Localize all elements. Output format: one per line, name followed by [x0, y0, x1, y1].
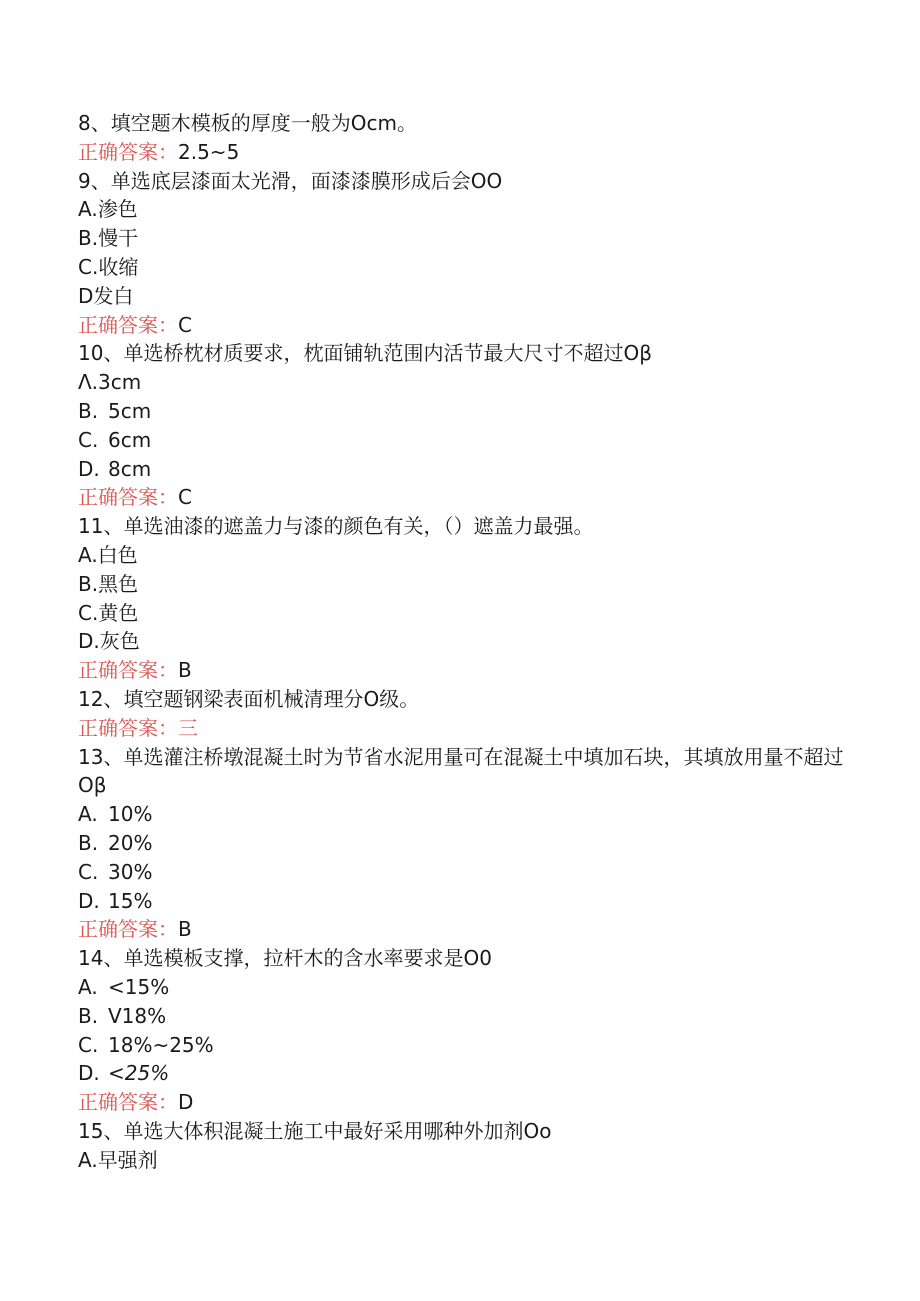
option-key: B. [78, 1003, 99, 1028]
answer-label: 正确答案： [78, 312, 178, 337]
option-line [78, 1146, 858, 1175]
option-key: D. [78, 629, 100, 654]
option-text: 收缩 [98, 254, 139, 279]
option-text: <15% [108, 974, 170, 999]
option-key: B. [78, 398, 99, 423]
option-line [78, 627, 858, 656]
question-text: 8、填空题木模板的厚度一般为Ocm。 [78, 111, 417, 135]
option-line [78, 570, 858, 599]
question-text: 14、单选模板支撑，拉杆木的含水率要求是O0 [78, 946, 492, 971]
answer-line [78, 714, 858, 743]
question-text: 9、单选底层漆面太光滑，面漆漆膜形成后会OO [78, 168, 503, 193]
answer-value: C [178, 485, 192, 510]
option-line [78, 858, 858, 887]
option-line [78, 195, 858, 224]
answer-label: 正确答案： [78, 485, 178, 510]
option-text: <25% [108, 1061, 170, 1086]
option-text: 灰色 [99, 629, 140, 654]
option-key: Λ. [78, 370, 99, 395]
answer-line [78, 138, 858, 167]
option-key: B. [78, 830, 99, 855]
option-text: 3cm [98, 370, 142, 395]
option-text: V18% [108, 1003, 167, 1028]
answer-line [78, 1088, 858, 1117]
answer-value: 三 [178, 715, 198, 740]
option-line [78, 829, 858, 858]
option-line [78, 368, 858, 397]
option-line [78, 455, 858, 484]
option-text: 渗色 [97, 197, 138, 222]
option-key: B. [78, 226, 99, 251]
option-text: 30% [108, 859, 153, 884]
question-text: 12、填空题钢梁表面机械清理分O级。 [78, 686, 420, 711]
exam-document [78, 109, 858, 1174]
option-line [78, 541, 858, 570]
option-key: D. [78, 888, 100, 913]
option-text: 黑色 [98, 571, 139, 596]
option-key: A. [78, 542, 98, 567]
answer-line [78, 311, 858, 340]
question-text: 13、单选灌注桥墩混凝土时为节省水泥用量可在混凝土中填加石块，其填放用量不超过Oβ [78, 744, 844, 798]
option-line [78, 599, 858, 628]
option-key: C. [78, 859, 99, 884]
option-text: 黄色 [98, 600, 139, 625]
question-text: 11、单选油漆的遮盖力与漆的颜色有关，（）遮盖力最强。 [78, 514, 594, 539]
option-line [78, 1031, 858, 1060]
option-key: A. [78, 802, 98, 827]
answer-value: D [178, 1090, 194, 1115]
answer-label: 正确答案： [78, 715, 178, 740]
option-text: 5cm [108, 398, 152, 423]
option-key: A. [78, 974, 98, 999]
option-key: C. [78, 254, 99, 279]
option-key: C. [78, 1032, 99, 1057]
option-text: 早强剂 [97, 1147, 158, 1172]
option-text: 15% [108, 888, 153, 913]
answer-value: B [178, 658, 192, 683]
option-line [78, 253, 858, 282]
question-text: 10、单选桥枕材质要求，枕面铺轨范围内活节最大尺寸不超过Oβ [78, 341, 652, 366]
option-key: D. [78, 456, 100, 481]
option-text: 6cm [108, 427, 152, 452]
option-key: C. [78, 600, 99, 625]
answer-line [78, 483, 858, 512]
option-key: A. [78, 197, 98, 222]
option-text: 白色 [97, 542, 138, 567]
answer-line [78, 656, 858, 685]
option-text: 慢干 [98, 226, 139, 251]
question-text: 15、单选大体积混凝土施工中最好采用哪种外加剂Oo [78, 1118, 552, 1143]
answer-value: B [178, 917, 192, 942]
option-key: B. [78, 571, 99, 596]
option-line [78, 426, 858, 455]
option-line [78, 800, 858, 829]
option-text: 20% [108, 830, 153, 855]
option-line [78, 397, 858, 426]
option-line [78, 973, 858, 1002]
answer-line [78, 915, 858, 944]
option-line [78, 1002, 858, 1031]
answer-label: 正确答案： [78, 917, 178, 942]
option-line [78, 1059, 858, 1088]
answer-label: 正确答案： [78, 1090, 178, 1115]
option-line [78, 224, 858, 253]
answer-value: 2.5~5 [178, 139, 240, 164]
answer-label: 正确答案： [78, 658, 178, 683]
option-text: 发白 [93, 283, 134, 308]
option-key: A. [78, 1147, 98, 1172]
answer-label: 正确答案： [78, 139, 178, 164]
answer-value: C [178, 312, 192, 337]
option-key: D [78, 283, 94, 308]
option-line [78, 887, 858, 916]
option-key: C. [78, 427, 99, 452]
option-key: D. [78, 1061, 100, 1086]
option-text: 10% [108, 802, 153, 827]
option-text: 18%~25% [108, 1032, 214, 1057]
option-text: 8cm [108, 456, 152, 481]
option-line [78, 282, 858, 311]
